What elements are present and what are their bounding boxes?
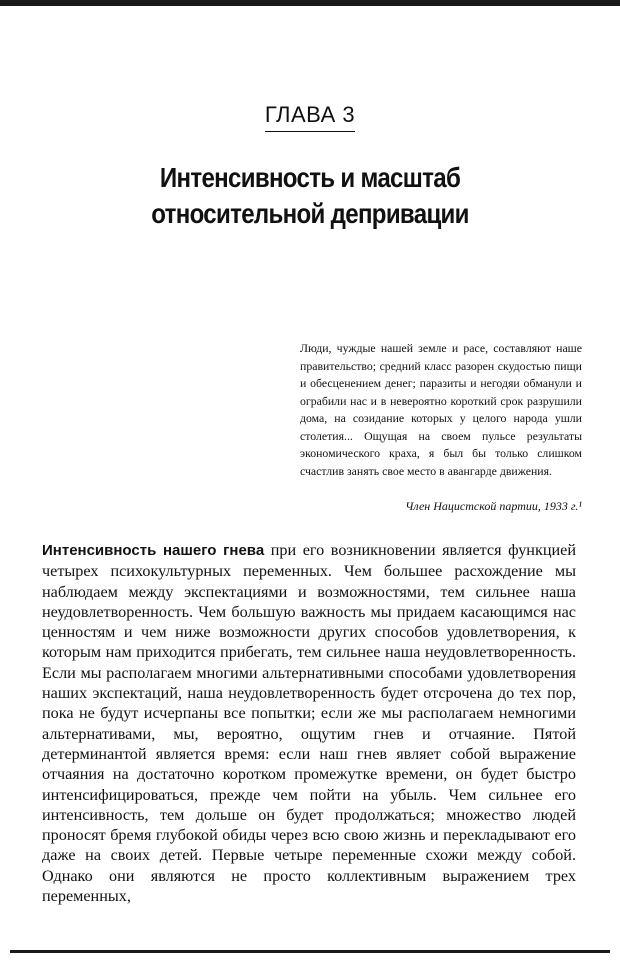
chapter-title-line-2: относительной депривации (151, 198, 469, 229)
chapter-title-line-1: Интенсивность и масштаб (159, 162, 461, 193)
epigraph-quote: Люди, чуждые нашей земле и расе, составляют наше правительство; средний класс разорен скудостью пищи и обесценением денег; паразиты и негодяи обманули и ограбили нас и в невероятно короткий срок разрушили дома, на созидание которых у целого народа ушли столетия... Ощущая на своем пульсе результаты экономического краха, я был бы только слишком счастлив занять свое место в авангарде движения. (300, 341, 582, 478)
chapter-label (0, 102, 620, 132)
chapter-title (43, 160, 576, 232)
chapter-label-text: ГЛАВА 3 (265, 102, 355, 132)
body-paragraph (42, 540, 576, 906)
body-paragraph-text: при его возникновении является функцией четырех психокультурных переменных. Чем большее расхождение мы наблюдаем между экспектациями и возможностями, тем сильнее наша неудовлетворенность. Чем большую важность мы придаем касающимся нас ценностям и чем ниже возможности других способов удовлетворения, к которым нам приходится прибегать, тем сильнее наша неудовлетворенность. Если мы располагаем многими альтернативными способами удовлетворения наших экспектаций, наша неудовлетворенность будет отсрочена до тех пор, пока не будут исчерпаны все попытки; если же мы располагаем немногими альтернативами, мы, вероятно, ощутим гнев и отчаяние. Пятой детерминантой является время: если наш гнев являет собой выражение отчаяния на достаточно коротком промежутке времени, он будет быстро интенсифицироваться, прежде чем пойти на убыль. Чем сильнее его интенсивность, тем дольше он будет продолжаться; множество людей проносят бремя глубокой обиды через всю свою жизнь и перекладывают его даже на своих детей. Первые четыре переменные схожи между собой. Однако они являются не просто коллективным выражением трех переменных, (42, 541, 576, 906)
bottom-scan-border (10, 950, 610, 953)
body-lead-bold: Интенсивность нашего гнева (42, 542, 265, 559)
epigraph-attribution: Член Нацистской партии, 1933 г.¹ (405, 499, 582, 513)
top-scan-border (0, 0, 620, 6)
